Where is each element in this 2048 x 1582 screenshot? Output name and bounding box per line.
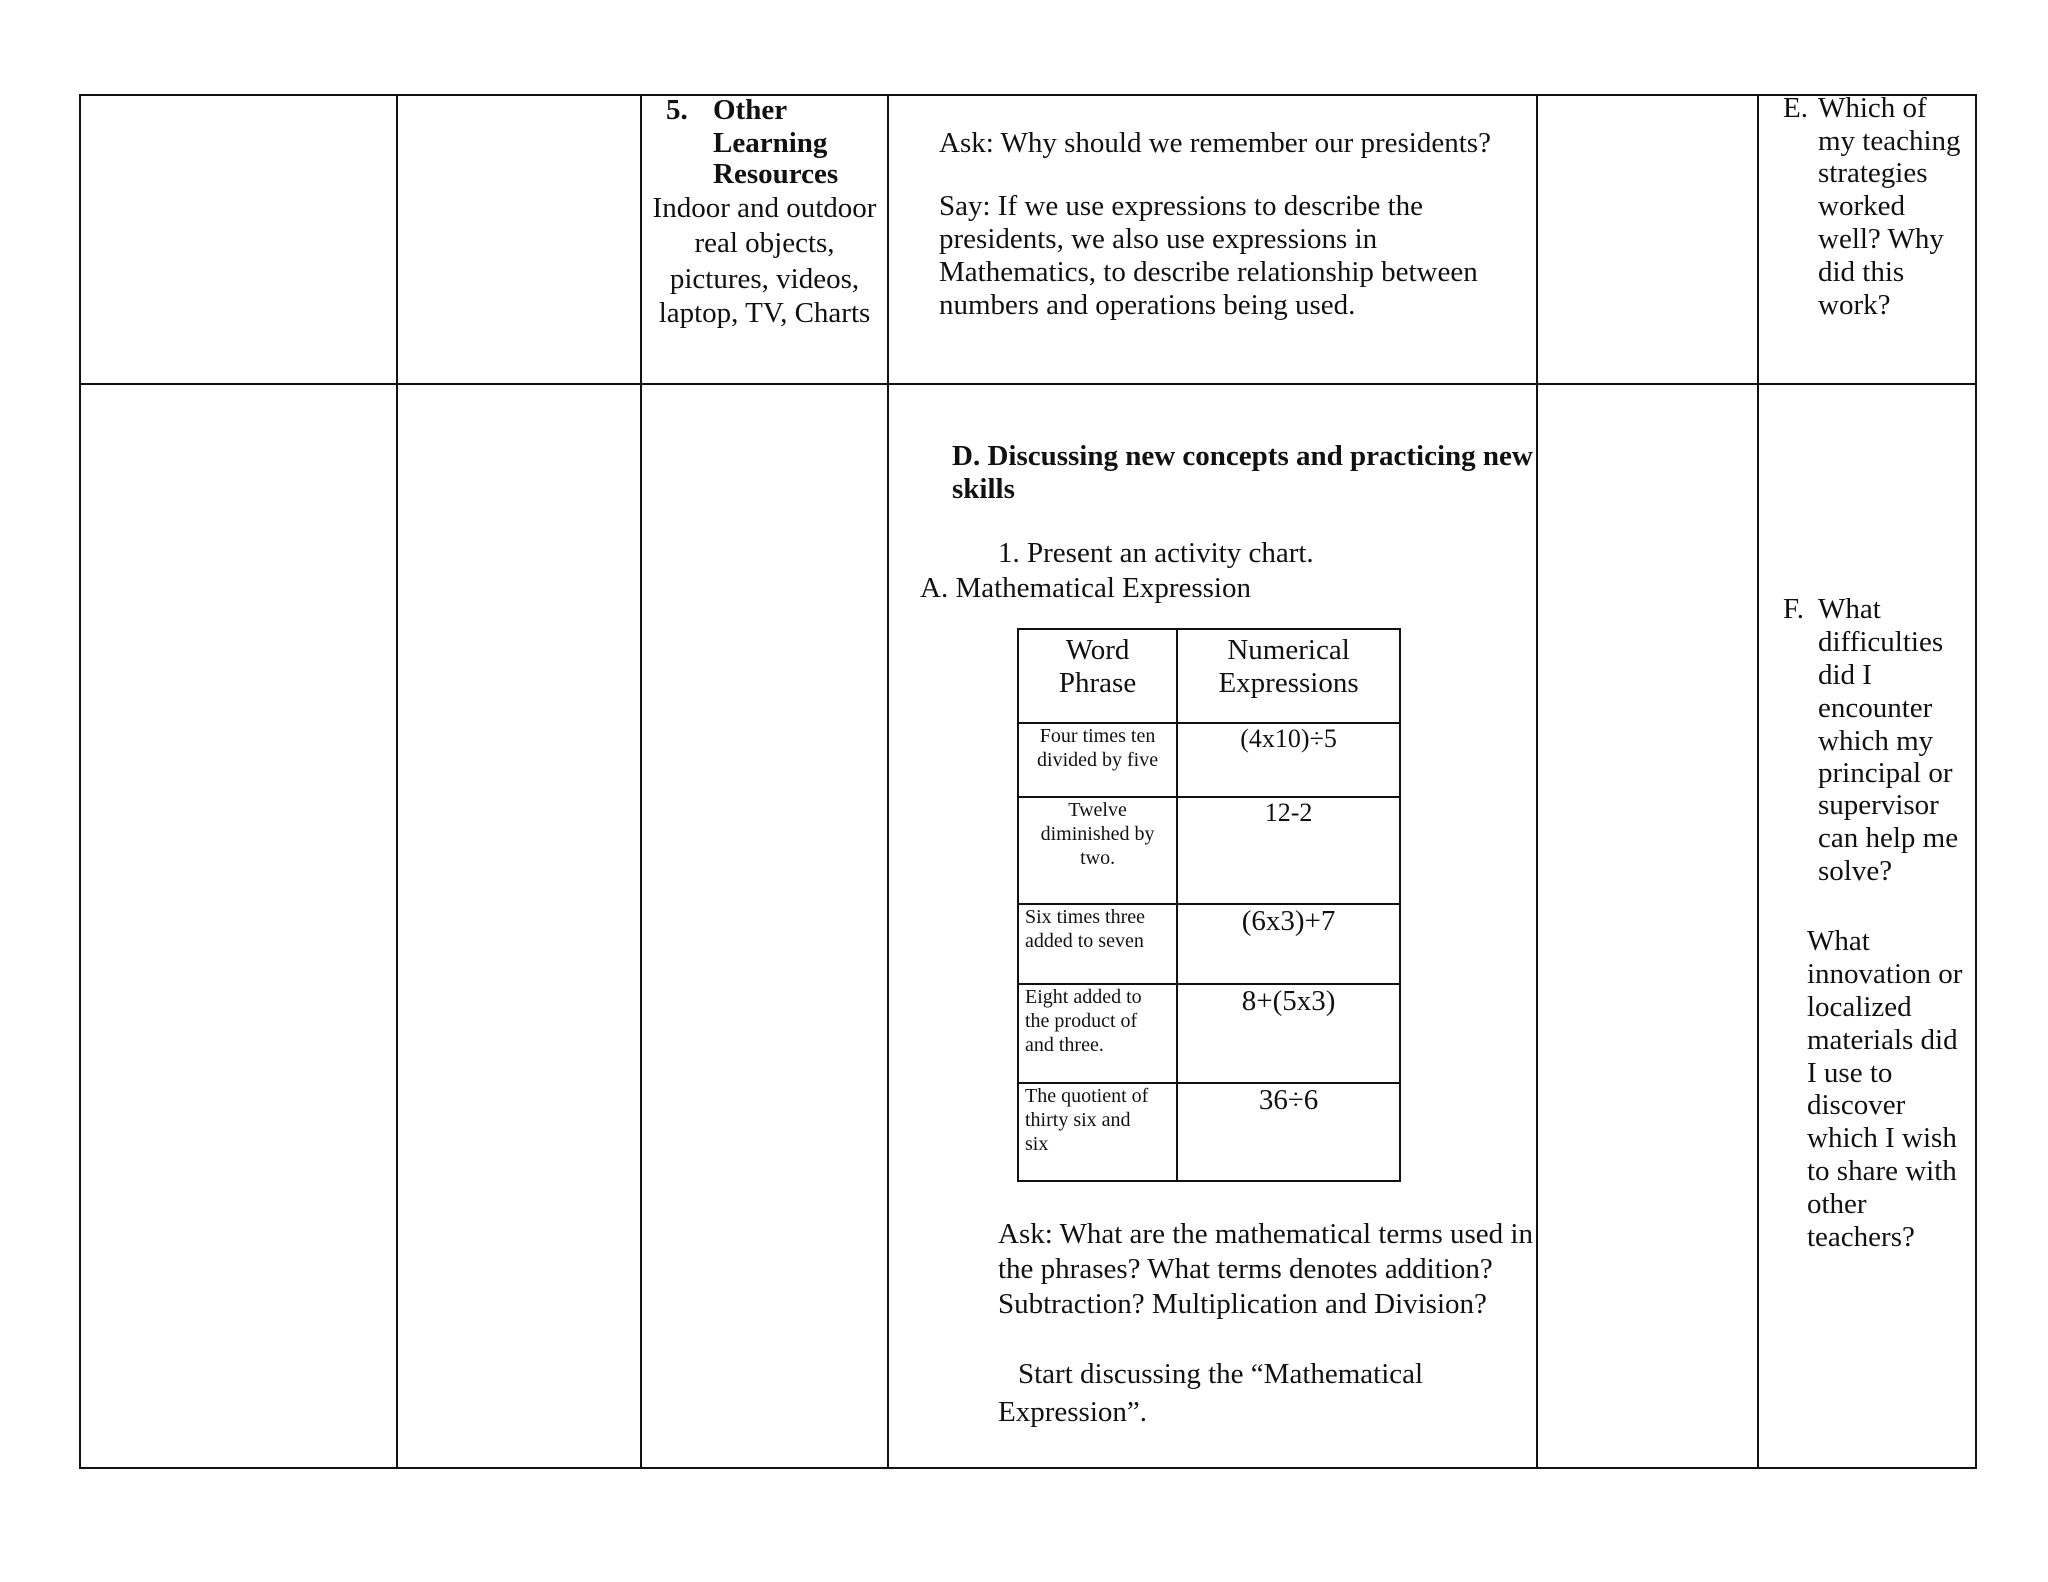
reflection-e-label: E.: [1783, 92, 1808, 124]
reflection-e-line-2: my teaching: [1818, 125, 1961, 157]
phrase-line: and three.: [1025, 1034, 1104, 1056]
activity-step: 1. Present an activity chart.: [998, 537, 1314, 569]
innovation-line-9: other: [1807, 1188, 1867, 1220]
resources-heading-line-3: Resources: [713, 158, 839, 190]
reflection-f-line-4: encounter: [1818, 692, 1933, 724]
innovation-line-4: materials did: [1807, 1024, 1958, 1056]
table-row: [1018, 984, 1400, 1083]
section-d-heading-line-2: skills: [952, 473, 1015, 505]
table-row: [1018, 1083, 1400, 1181]
column-divider-4: [1536, 94, 1538, 1469]
reflection-e-line-6: did this: [1818, 256, 1905, 288]
resources-body-line-2: real objects,: [694, 227, 835, 259]
ask-terms-line-1: Ask: What are the mathematical terms used in: [998, 1218, 1533, 1250]
phrase-line: Four times ten: [1039, 725, 1156, 747]
phrase-line: The quotient of: [1025, 1085, 1149, 1107]
innovation-line-7: which I wish: [1807, 1122, 1957, 1154]
reflection-f-line-8: can help me: [1818, 822, 1959, 854]
resources-number: 5.: [666, 94, 688, 126]
say-line-1: Say: If we use expressions to describe the: [939, 190, 1424, 222]
phrase-line: divided by five: [1037, 749, 1159, 771]
resources-body-line-3: pictures, videos,: [669, 263, 860, 295]
innovation-line-2: innovation or: [1807, 958, 1963, 990]
reflection-f-line-7: supervisor: [1818, 789, 1939, 821]
innovation-line-5: I use to: [1807, 1057, 1893, 1089]
reflection-f-line-1: What: [1818, 593, 1881, 625]
resources-body-line-1: Indoor and outdoor: [652, 192, 877, 224]
activity-chart-table: [1017, 628, 1401, 1182]
row-divider: [79, 383, 1977, 385]
reflection-e-line-3: strategies: [1818, 157, 1928, 189]
column-divider-1: [396, 94, 398, 1469]
resources-heading-line-2: Learning: [713, 127, 828, 159]
phrase-line: six: [1025, 1133, 1049, 1155]
reflection-f-line-3: did I: [1818, 659, 1872, 691]
phrase-line: thirty six and: [1025, 1109, 1131, 1131]
expression-cell: (4x10)÷5: [1177, 723, 1400, 797]
header-word-phrase: [1018, 629, 1177, 723]
innovation-line-1: What: [1807, 925, 1870, 957]
header-word: Word: [1065, 634, 1130, 666]
reflection-e-line-5: well? Why: [1818, 223, 1944, 255]
table-row: [1018, 723, 1400, 797]
phrase-cell: [1018, 797, 1177, 904]
reflection-e-line-1: Which of: [1818, 92, 1927, 124]
phrase-cell: [1018, 984, 1177, 1083]
reflection-f-line-9: solve?: [1818, 855, 1893, 887]
phrase-line: added to seven: [1025, 930, 1144, 952]
phrase-cell: [1018, 904, 1177, 984]
start-discussing-line-1: Start discussing the “Mathematical: [1018, 1358, 1424, 1390]
ask-presidents: Ask: Why should we remember our presidents?: [939, 127, 1491, 159]
reflection-f-line-5: which my: [1818, 725, 1934, 757]
innovation-line-8: to share with: [1807, 1155, 1957, 1187]
header-numerical: Numerical: [1227, 634, 1350, 666]
phrase-line: Six times three: [1025, 906, 1145, 928]
innovation-line-10: teachers?: [1807, 1221, 1915, 1253]
reflection-e-line-7: work?: [1818, 289, 1891, 321]
phrase-line: two.: [1080, 847, 1116, 869]
phrase-line: Eight added to: [1025, 986, 1142, 1008]
phrase-line: the product of: [1025, 1010, 1138, 1032]
phrase-cell: [1018, 723, 1177, 797]
table-row: [1018, 904, 1400, 984]
header-numerical-expressions: [1177, 629, 1400, 723]
reflection-f-line-6: principal or: [1818, 757, 1953, 789]
phrase-line: diminished by: [1040, 823, 1155, 845]
table-row: [1018, 797, 1400, 904]
say-line-3: Mathematics, to describe relationship between: [939, 256, 1478, 288]
column-divider-3: [887, 94, 889, 1469]
header-phrase: Phrase: [1058, 667, 1137, 699]
section-d-heading-line-1: D. Discussing new concepts and practicing new: [952, 440, 1533, 472]
reflection-f-line-2: difficulties: [1818, 626, 1944, 658]
ask-terms-line-3: Subtraction? Multiplication and Division?: [998, 1288, 1487, 1320]
column-divider-5: [1757, 94, 1759, 1469]
ask-terms-line-2: the phrases? What terms denotes addition?: [998, 1253, 1493, 1285]
expression-cell: 8+(5x3): [1177, 984, 1400, 1083]
phrase-line: Twelve: [1068, 799, 1127, 821]
header-expressions: Expressions: [1218, 667, 1359, 699]
reflection-f-label: F.: [1783, 593, 1805, 625]
innovation-line-6: discover: [1807, 1089, 1906, 1121]
expression-cell: 12-2: [1177, 797, 1400, 904]
resources-heading-line-1: Other: [713, 94, 788, 126]
say-line-2: presidents, we also use expressions in: [939, 223, 1378, 255]
innovation-line-3: localized: [1807, 991, 1912, 1023]
phrase-cell: [1018, 1083, 1177, 1181]
expression-cell: (6x3)+7: [1177, 904, 1400, 984]
reflection-e-line-4: worked: [1818, 190, 1905, 222]
start-discussing-line-2: Expression”.: [998, 1396, 1147, 1428]
resources-body-line-4: laptop, TV, Charts: [658, 297, 871, 329]
expression-cell: 36÷6: [1177, 1083, 1400, 1181]
say-line-4: numbers and operations being used.: [939, 289, 1356, 321]
math-expression-subheading: A. Mathematical Expression: [920, 572, 1251, 604]
